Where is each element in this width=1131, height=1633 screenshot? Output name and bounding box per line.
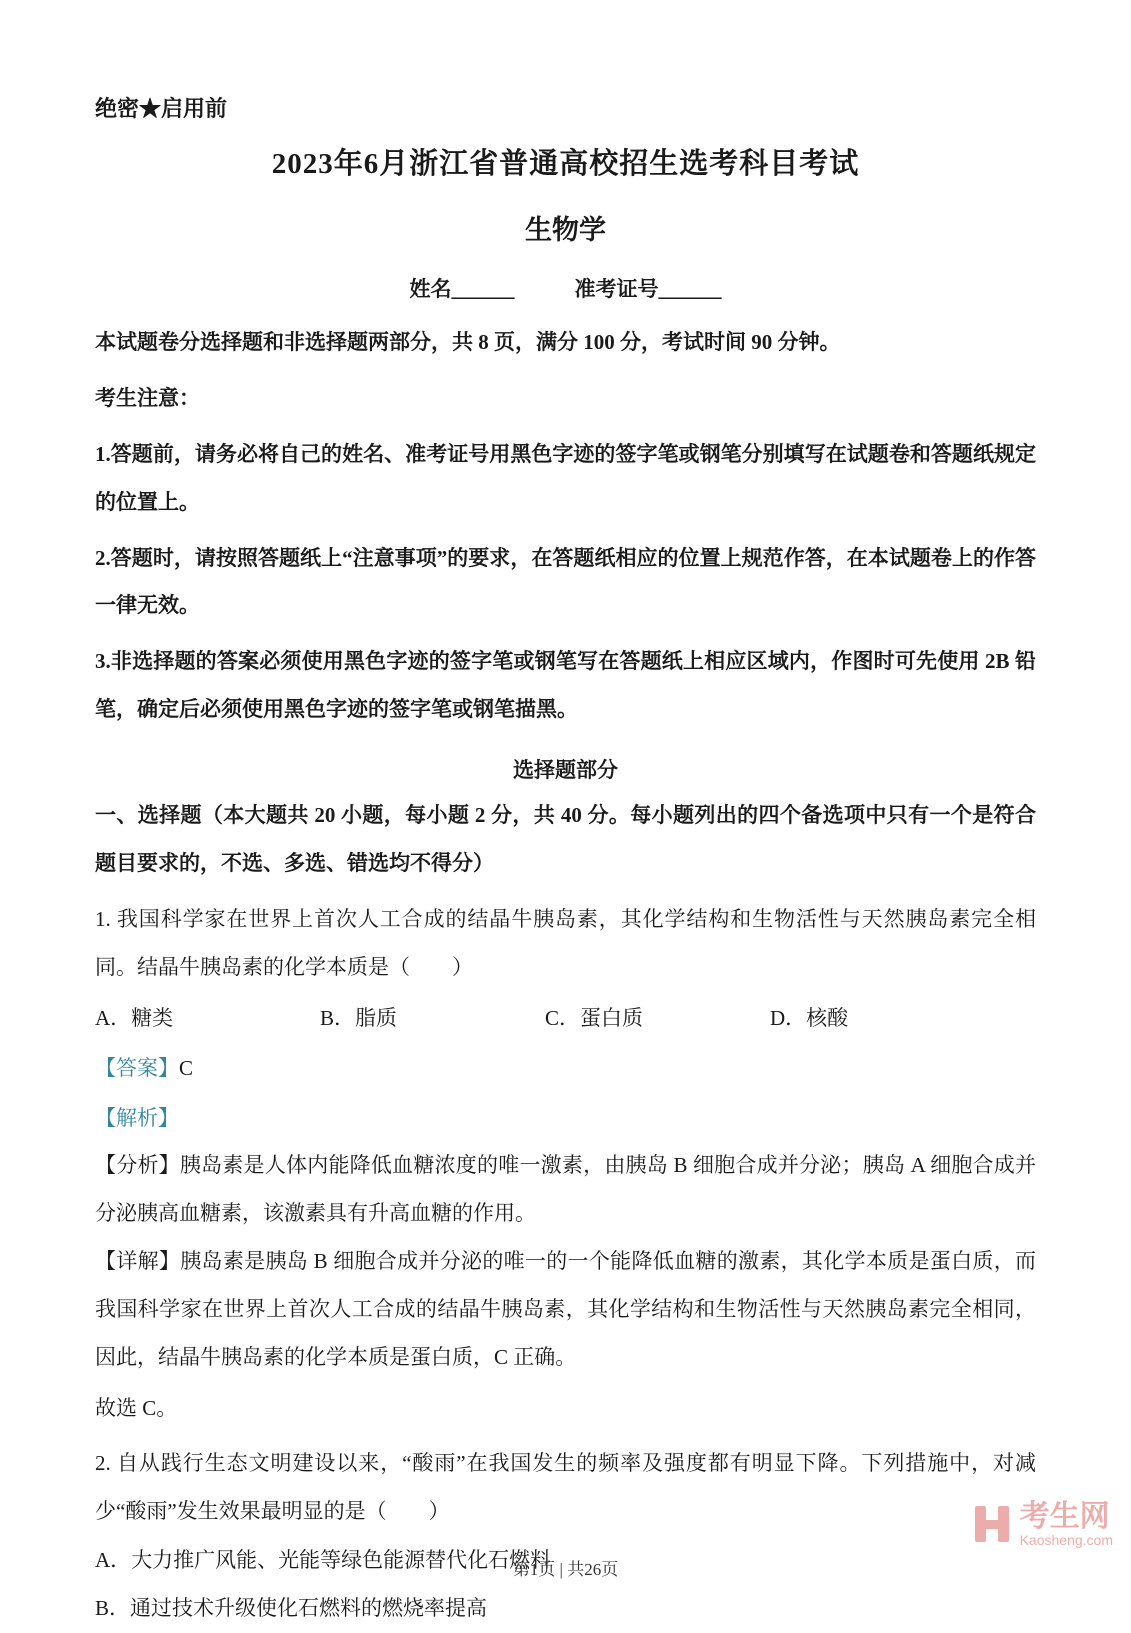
examinee-notice-heading: 考生注意： [95, 385, 200, 410]
candidate-info-line [95, 273, 1036, 303]
option-b: B．脂质 [320, 1005, 398, 1030]
analysis-paragraph [95, 1142, 1036, 1238]
footer-page-indicator: 第1页 | 共26页 [512, 1560, 619, 1579]
notice-item: 2.答题时，请按照答题纸上“注意事项”的要求，在答题纸相应的位置上规范作答，在本试题卷上的作答一律无效。 [95, 545, 1036, 618]
detail-text: 胰岛素是胰岛 B 细胞合成并分泌的唯一的一个能降低血糖的激素，其化学本质是蛋白质，而我国科学家在世界上首次人工合成的结晶牛胰岛素，其化学结构和生物活性与天然胰岛素完全相同，因此，结晶牛胰岛素的化学本质是蛋白质，C 正确。 [95, 1249, 1036, 1369]
section-instructions: 一、选择题（本大题共 20 小题，每小题 2 分，共 40 分。每小题列出的四个备选项中只有一个是符合题目要求的，不选、多选、错选均不得分） [95, 803, 1036, 875]
question-stem: 1. 我国科学家在世界上首次人工合成的结晶牛胰岛素，其化学结构和生物活性与天然胰岛素完全相同。结晶牛胰岛素的化学本质是（ ） [95, 906, 1036, 979]
conclusion-text: 故选 C。 [95, 1395, 178, 1420]
question-block-1 [95, 896, 1036, 1432]
analysis-tag: 【分析】 [95, 1153, 180, 1178]
detail-paragraph [95, 1238, 1036, 1382]
analysis-text: 胰岛素是人体内能降低血糖浓度的唯一激素，由胰岛 B 细胞合成并分泌；胰岛 A 细胞合成并分泌胰高血糖素，该激素具有升高血糖的作用。 [95, 1153, 1036, 1226]
option-d: D．核酸 [770, 1005, 849, 1030]
analysis-heading-line [95, 1094, 1036, 1142]
notice-item: 3.非选择题的答案必须使用黑色字迹的签字笔或钢笔写在答题纸上相应区域内，作图时可先使用 2B 铅笔，确定后必须使用黑色字迹的签字笔或钢笔描黑。 [95, 649, 1036, 722]
multiple-choice-section-heading: 选择题部分 [513, 758, 618, 782]
exam-title: 2023年6月浙江省普通高校招生选考科目考试 [271, 148, 860, 180]
option-b: B．通过技术升级使化石燃料的燃烧率提高 [95, 1596, 488, 1621]
admission-number-label: 准考证号 [574, 277, 659, 301]
option-a: A．大力推广风能、光能等绿色能源替代化石燃料 [95, 1547, 552, 1572]
answer-label: 【答案】 [95, 1055, 179, 1080]
exam-subject: 生物学 [525, 215, 606, 245]
question-options [95, 994, 1036, 1042]
answer-line [95, 1044, 1036, 1092]
answer-value: C [179, 1055, 194, 1080]
watermark [972, 1500, 1113, 1548]
question-block-2 [95, 1440, 1036, 1632]
analysis-label: 【解析】 [95, 1106, 179, 1131]
option-a: A．糖类 [95, 1005, 174, 1030]
watermark-site-domain: Kaosheng.com [1019, 1531, 1113, 1548]
kaosheng-logo-icon [972, 1504, 1012, 1544]
candidate-name-label: 姓名 [409, 277, 452, 301]
detail-tag: 【详解】 [95, 1249, 181, 1274]
question-stem: 2. 自从践行生态文明建设以来，“酸雨”在我国发生的频率及强度都有明显下降。下列措施中，对减少“酸雨”发生效果最明显的是（ ） [95, 1451, 1036, 1524]
exam-summary: 本试题卷分选择题和非选择题两部分，共 8 页，满分 100 分，考试时间 90 分钟。 [95, 330, 841, 354]
notice-item: 1.答题前，请务必将自己的姓名、准考证号用黑色字迹的签字笔或钢笔分别填写在试题卷和答题纸规定的位置上。 [95, 441, 1036, 514]
candidate-name-blank: ______ [451, 277, 515, 301]
admission-number-blank: ______ [658, 277, 722, 301]
option-c: C．蛋白质 [545, 1005, 644, 1030]
watermark-site-name: 考生网 [1019, 1499, 1110, 1533]
watermark-text [1020, 1500, 1113, 1548]
security-classification-label: 绝密★启用前 [95, 96, 228, 121]
